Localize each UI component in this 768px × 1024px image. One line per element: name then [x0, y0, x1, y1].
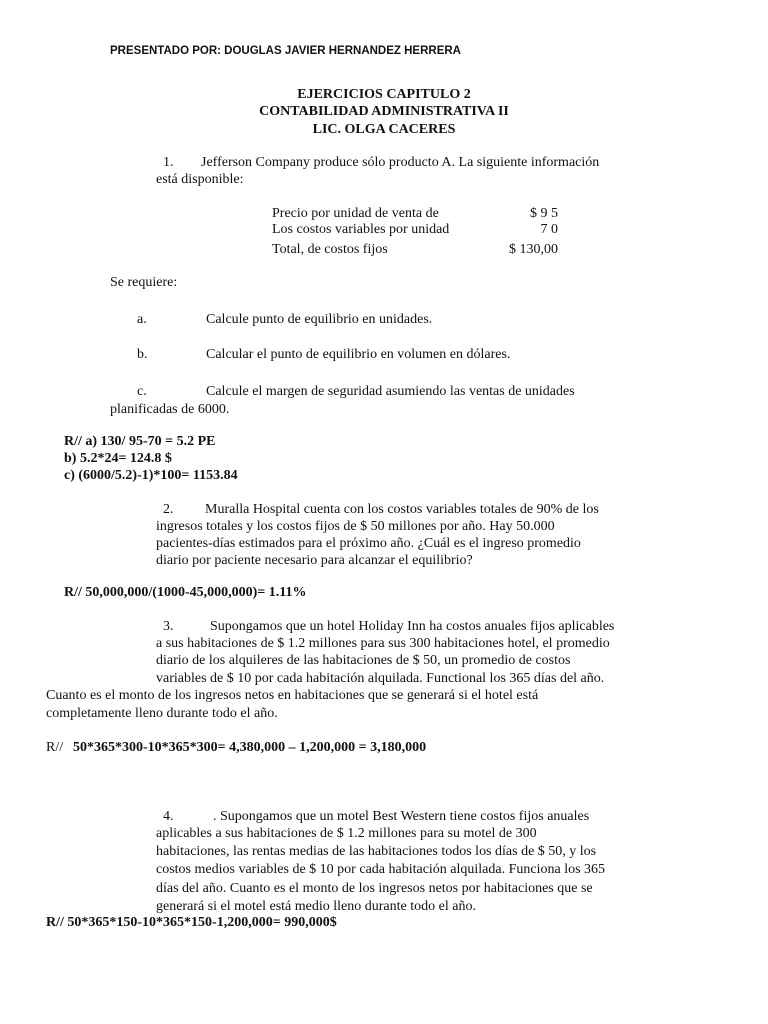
ex1-item-b-text: Calcular el punto de equilibrio en volumen en dólares. [206, 347, 511, 362]
author-header: PRESENTADO POR: DOUGLAS JAVIER HERNANDEZ HERRERA [110, 45, 461, 57]
ex1-answer-c: c) (6000/5.2)-1)*100= 1153.84 [64, 468, 238, 483]
ex3-line-3: diario de los alquileres de las habitaciones de $ 50, un promedio de costos [156, 653, 571, 668]
ex1-number: 1. [163, 155, 174, 170]
ex1-item-c-line-2: planificadas de 6000. [110, 402, 230, 417]
ex2-line-2: ingresos totales y los costos fijos de $ 50 millones por año. Hay 50.000 [156, 519, 555, 534]
ex1-item-c-text: Calcule el margen de seguridad asumiendo las ventas de unidades [206, 384, 575, 399]
ex4-number: 4. [163, 809, 174, 824]
ex3-line-2: a sus habitaciones de $ 1.2 millones para sus 300 habitaciones hotel, el promedio [156, 636, 610, 651]
ex1-table-label-3: Total, de costos fijos [272, 242, 388, 257]
ex1-item-a-letter: a. [137, 312, 147, 327]
ex4-line-3: habitaciones, las rentas medias de las habitaciones todos los días de $ 50, y los [156, 844, 597, 859]
ex1-table-value-3: $ 130,00 [509, 242, 558, 257]
ex3-line-6: completamente lleno durante todo el año. [46, 706, 278, 721]
ex2-line-3: pacientes-días estimados para el próximo año. ¿Cuál es el ingreso promedio [156, 536, 581, 551]
ex4-line-5: días del año. Cuanto es el monto de los ingresos netos por habitaciones que se [156, 881, 593, 896]
ex4-line-2: aplicables a sus habitaciones de $ 1.2 millones para su motel de 300 [156, 826, 537, 841]
ex1-item-c-letter: c. [137, 384, 147, 399]
ex3-number: 3. [163, 619, 174, 634]
ex1-line-1: Jefferson Company produce sólo producto A. La siguiente información [201, 155, 600, 170]
ex1-item-b-letter: b. [137, 347, 148, 362]
ex4-line-1: . Supongamos que un motel Best Western tiene costos fijos anuales [213, 809, 590, 824]
ex1-answer-b: b) 5.2*24= 124.8 $ [64, 451, 172, 466]
ex1-answer-a: R// a) 130/ 95-70 = 5.2 PE [64, 434, 216, 449]
ex1-table-value-2: 7 0 [540, 222, 558, 237]
ex3-line-5: Cuanto es el monto de los ingresos netos en habitaciones que se generará si el hotel está [46, 688, 539, 703]
ex2-number: 2. [163, 502, 174, 517]
title-line-3: LIC. OLGA CACERES [312, 122, 456, 137]
title-line-1: EJERCICIOS CAPITULO 2 [297, 87, 471, 102]
ex4-answer: R// 50*365*150-10*365*150-1,200,000= 990,000$ [46, 915, 337, 930]
ex1-table-label-2: Los costos variables por unidad [272, 222, 450, 237]
ex2-answer: R// 50,000,000/(1000-45,000,000)= 1.11% [64, 585, 307, 600]
ex1-requires: Se requiere: [110, 275, 178, 290]
ex3-answer: 50*365*300-10*365*300= 4,380,000 – 1,200,000 = 3,180,000 [73, 740, 427, 755]
ex1-table-label-1: Precio por unidad de venta de [272, 206, 439, 221]
ex1-item-a-text: Calcule punto de equilibrio en unidades. [206, 312, 433, 327]
ex2-line-4: diario por paciente necesario para alcanzar el equilibrio? [156, 553, 473, 568]
ex1-line-2: está disponible: [156, 172, 244, 187]
title-line-2: CONTABILIDAD ADMINISTRATIVA II [259, 104, 509, 119]
ex2-line-1: Muralla Hospital cuenta con los costos variables totales de 90% de los [205, 502, 599, 517]
ex3-line-4: variables de $ 10 por cada habitación alquilada. Functional los 365 días del año. [156, 671, 605, 686]
ex1-table-value-1: $ 9 5 [530, 206, 558, 221]
ex4-line-4: costos medios variables de $ 10 por cada habitación alquilada. Funciona los 365 [156, 862, 606, 877]
ex3-line-1: Supongamos que un hotel Holiday Inn ha costos anuales fijos aplicables [210, 619, 615, 634]
ex3-answer-prefix: R// [46, 740, 64, 755]
ex4-line-6: generará si el motel está medio lleno durante todo el año. [156, 899, 476, 914]
